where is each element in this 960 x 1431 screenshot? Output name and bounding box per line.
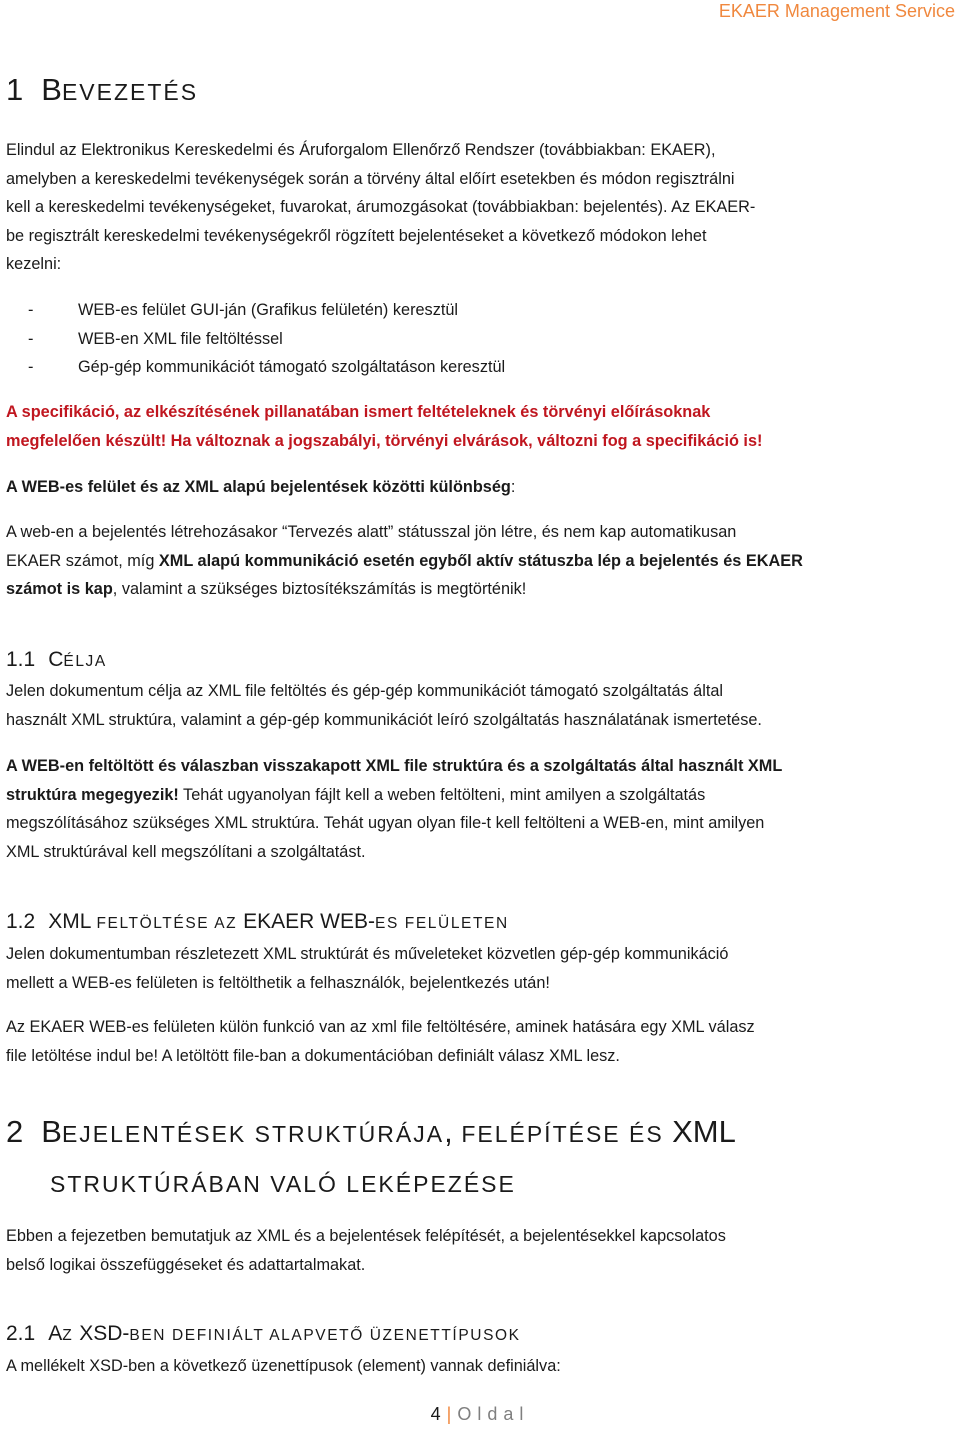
heading-part: STRUKTÚRÁBAN VALÓ LEKÉPEZÉSE [50,1171,516,1197]
list-item [6,325,954,354]
page-label: Oldal [457,1404,530,1424]
bullet-dash: - [28,301,34,319]
text-span: EKAER számot, míg [6,551,159,570]
text-line: megszólításához szükséges XML struktúra. Tehát ugyan olyan file-t kell feltölteni a WEB-en, mint amilyen [6,814,765,833]
text-line: Jelen dokumentumban részletezett XML struktúrát és műveleteket közvetlen gép-gép kommunikáció [6,945,729,963]
heading-part: ES FELÜLETEN [375,915,509,932]
text-line [6,781,954,810]
heading-1-2-xml-feltoltese [6,908,954,938]
heading-number: 1 [6,72,24,107]
text-line [6,547,954,576]
bullet-list [6,296,954,382]
text-line: XML struktúrával kell megszólítani a szolgáltatást. [6,842,366,861]
heading-number: 2.1 [6,1322,36,1345]
heading-part: XSD- [79,1322,130,1345]
text-line: Ebben a fejezetben bemutatjuk az XML és a bejelentések felépítését, a bejelentésekkel kapcsolatos [6,1227,726,1245]
text-span-bold: számot is kap [6,580,113,599]
text-line: Elindul az Elektronikus Kereskedelmi és Áruforgalom Ellenőrző Rendszer (továbbiakban: EKAER), [6,141,716,159]
text-span: Tehát ugyanolyan fájlt kell a weben feltölteni, mint amilyen a szolgáltatás [178,785,706,804]
text-line: file letöltése indul be! A letöltött file-ban a dokumentációban definiált válasz XML lesz. [6,1046,620,1065]
heading-part: FELÉPÍTÉSE ÉS [461,1121,673,1147]
heading-part: BEN DEFINIÁLT ALAPVETŐ ÜZENETTÍPUSOK [129,1327,521,1344]
web-upload-paragraph [6,940,954,997]
bullet-dash: - [28,358,34,377]
list-item [6,296,954,325]
heading-1-bevezetes [6,70,954,112]
difference-paragraph [6,518,954,604]
list-item-text: WEB-es felület GUI-ján (Grafikus felületén) keresztül [78,301,459,319]
heading-part: B [41,1114,62,1149]
text-line: amelyben a kereskedelmi tevékenységek során a törvény által előírt esetekben és módon regisztrálni [6,169,735,188]
text-line: A WEB-en feltöltött és válaszban visszakapott XML file struktúra és a szolgáltatás által használt XML [6,757,783,775]
text-line: kezelni: [6,255,62,274]
list-item-text: WEB-en XML file feltöltéssel [78,329,283,348]
heading-1-1-celja [6,646,954,676]
text-line: mellett a WEB-es felületen is feltölthetik a felhasználók, bejelentkezés után! [6,973,550,992]
text-line: A mellékelt XSD-ben a következő üzenettípusok (element) vannak definiálva: [6,1357,561,1375]
heading-part: FELTÖLTÉSE AZ [96,915,244,932]
text-line: A specifikáció, az elkészítésének pillanatában ismert feltételeknek és törvényi előírásoknak [6,403,711,421]
text-span: , valamint a szükséges biztosítékszámítás is megtörténik! [112,580,527,599]
text-line: Jelen dokumentum célja az XML file feltöltés és gép-gép kommunikációt támogató szolgáltatás által [6,682,724,700]
heading-2-bejelentesek-strukturaja [6,1112,954,1154]
structure-paragraph [6,752,954,866]
header-title: EKAER Management Service [718,1,955,21]
heading-2-second-line [50,1162,954,1204]
text-line: belső logikai összefüggéseket és adattartalmakat. [6,1255,366,1274]
list-item [6,353,954,382]
difference-heading-text: A WEB-es felület és az XML alapú bejelentések közötti különbség [6,478,511,496]
xml-response-paragraph [6,1013,954,1070]
heading-part: EKAER WEB- [243,910,376,933]
heading-part: A [48,1322,63,1345]
text-line: kell a kereskedelmi tevékenységeket, fuvarokat, árumozgásokat (továbbiakban: bejelentés). Az EKAER- [6,198,756,217]
text-line: Az EKAER WEB-es felületen külön funkció van az xml file feltöltésére, aminek hatására egy XML válasz [6,1018,755,1036]
heading-number: 1.1 [6,648,36,671]
xsd-paragraph [6,1352,954,1381]
text-line [6,575,954,604]
chapter-intro-paragraph [6,1222,954,1279]
text-line: A web-en a bejelentés létrehozásakor “Tervezés alatt” státusszal jön létre, és nem kap automatikusan [6,523,737,541]
specification-warning [6,398,954,455]
heading-part: , [444,1114,462,1149]
heading-part: XML [48,910,97,933]
heading-rest: EVEZETÉS [61,79,199,105]
heading-initial: B [41,72,62,107]
bullet-dash: - [28,329,34,348]
text-span-bold: XML alapú kommunikáció esetén egyből aktív státuszba lép a bejelentés és EKAER [158,551,803,570]
list-item-text: Gép-gép kommunikációt támogató szolgáltatáson keresztül [78,358,506,377]
heading-number: 1.2 [6,910,36,933]
purpose-paragraph [6,677,954,734]
page-footer [0,1404,960,1425]
text-span-bold: struktúra megegyezik! [6,785,179,804]
text-line: be regisztrált kereskedelmi tevékenységekről rögzített bejelentéseket a következő módokon lehet [6,226,707,245]
heading-part: XML [672,1114,736,1149]
heading-part: Z [62,1327,80,1344]
heading-number: 2 [6,1114,24,1149]
difference-heading-colon: : [510,478,516,496]
intro-paragraph [6,136,954,279]
heading-rest: ÉLJA [63,653,107,670]
difference-heading [6,473,954,502]
heading-2-1-xsd-uzenettipusok [6,1320,954,1350]
heading-initial: C [48,648,64,671]
text-line: használt XML struktúra, valamint a gép-gép kommunikációt leíró szolgáltatás használatának ismertetése. [6,710,762,729]
heading-part: EJELENTÉSEK STRUKTÚRÁJA [61,1121,445,1147]
page-number: 4 [430,1404,441,1424]
text-line: megfelelően készült! Ha változnak a jogszabályi, törvényi elvárások, változni fog a specifikáció is! [6,431,763,450]
footer-separator: | [446,1404,452,1424]
